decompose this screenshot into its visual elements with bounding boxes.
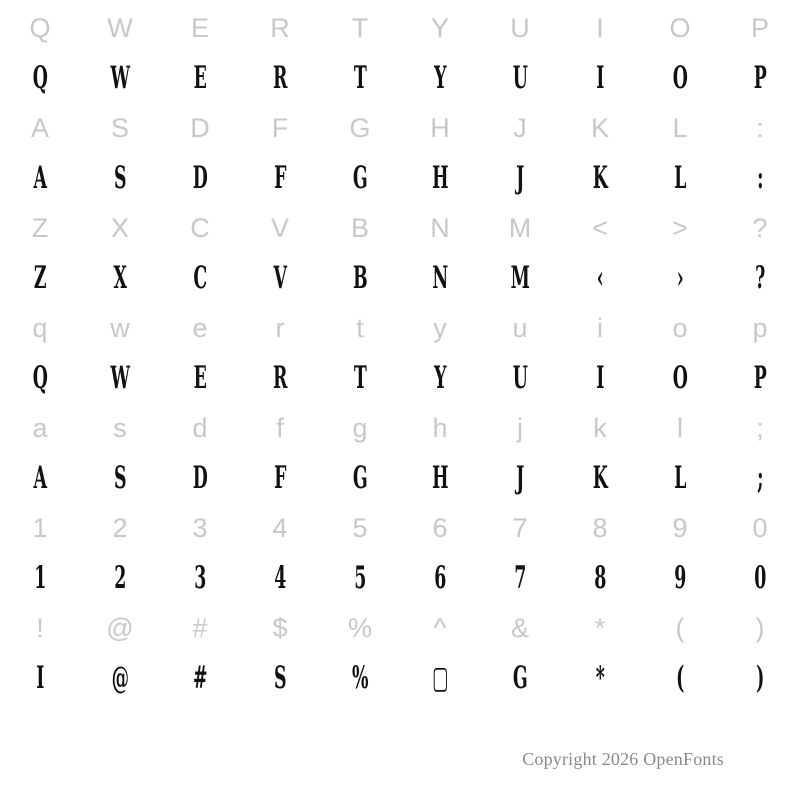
key-glyph: G (349, 113, 371, 143)
key-glyph: P (750, 13, 769, 43)
specimen-glyph: L (674, 460, 686, 496)
key-glyph: N (430, 213, 450, 243)
key-glyph: > (672, 213, 688, 243)
glyph-row-specimen (0, 252, 800, 304)
specimen-glyph: H (432, 460, 448, 496)
specimen-glyph: I (596, 60, 604, 96)
specimen-glyph: # (193, 660, 207, 696)
specimen-glyph: X (113, 260, 127, 296)
specimen-glyph: S (274, 660, 286, 696)
specimen-glyph: W (110, 360, 130, 396)
key-glyph: O (669, 13, 691, 43)
specimen-glyph: 3 (194, 560, 206, 596)
key-glyph: S (110, 113, 129, 143)
key-glyph: B (350, 213, 369, 243)
key-glyph: K (590, 113, 609, 143)
key-glyph: ; (756, 413, 764, 443)
key-glyph: W (107, 13, 133, 43)
key-glyph: # (192, 613, 208, 643)
glyph-row-specimen (0, 352, 800, 404)
specimen-glyph: › (676, 260, 684, 296)
key-glyph: : (756, 113, 764, 143)
specimen-glyph: ; (757, 460, 763, 496)
specimen-glyph: T (353, 60, 367, 96)
specimen-glyph: W (110, 60, 130, 96)
copyright-notice: Copyright 2026 OpenFonts (522, 749, 724, 769)
key-glyph: i (597, 313, 603, 343)
specimen-glyph: I (36, 660, 44, 696)
key-glyph: Q (29, 13, 51, 43)
key-glyph: A (30, 113, 49, 143)
specimen-glyph: D (192, 160, 208, 196)
specimen-glyph: ‹ (596, 260, 604, 296)
specimen-glyph: G (352, 160, 368, 196)
key-glyph: X (110, 213, 129, 243)
key-glyph: f (276, 413, 284, 443)
key-glyph: k (593, 413, 607, 443)
key-glyph: ) (755, 613, 765, 643)
specimen-glyph: M (510, 260, 530, 296)
specimen-glyph: U (512, 60, 528, 96)
key-glyph: l (677, 413, 683, 443)
key-glyph: L (672, 113, 688, 143)
key-glyph: w (110, 313, 130, 343)
key-glyph: & (510, 613, 529, 643)
specimen-glyph: D (192, 460, 208, 496)
specimen-glyph: 8 (594, 560, 606, 596)
key-glyph: t (356, 313, 364, 343)
glyph-row-key (0, 104, 800, 152)
specimen-glyph: R (273, 360, 287, 396)
glyph-row-key (0, 4, 800, 52)
key-glyph: 7 (512, 513, 528, 543)
specimen-glyph: A (33, 160, 47, 196)
key-glyph: j (517, 413, 523, 443)
specimen-glyph: J (516, 460, 524, 496)
specimen-glyph: F (274, 160, 286, 196)
glyph-row-specimen (0, 52, 800, 104)
specimen-glyph: 4 (274, 560, 286, 596)
key-glyph: d (192, 413, 208, 443)
glyph-row-specimen (0, 552, 800, 604)
specimen-glyph: 9 (674, 560, 686, 596)
specimen-glyph: Q (32, 360, 48, 396)
specimen-glyph: U (512, 360, 528, 396)
specimen-glyph: @ (111, 660, 129, 696)
key-glyph: R (270, 13, 290, 43)
key-glyph: g (352, 413, 368, 443)
key-glyph: u (512, 313, 528, 343)
glyph-row-specimen (0, 652, 800, 704)
specimen-glyph: E (193, 360, 207, 396)
specimen-glyph: C (193, 260, 207, 296)
specimen-glyph: 5 (354, 560, 366, 596)
key-glyph: J (513, 113, 527, 143)
key-glyph: Y (430, 13, 449, 43)
key-glyph: H (430, 113, 450, 143)
key-glyph: F (271, 113, 289, 143)
key-glyph: ( (675, 613, 685, 643)
key-glyph: e (192, 313, 208, 343)
specimen-glyph: K (592, 460, 608, 496)
specimen-glyph: Y (434, 360, 446, 396)
key-glyph: q (32, 313, 48, 343)
specimen-glyph: ( (676, 660, 684, 696)
key-glyph: 0 (752, 513, 768, 543)
specimen-glyph: ? (755, 260, 765, 296)
key-glyph: % (347, 613, 372, 643)
key-glyph: ^ (433, 613, 447, 643)
key-glyph: T (351, 13, 369, 43)
specimen-glyph: P (753, 60, 767, 96)
key-glyph: r (275, 313, 285, 343)
key-glyph: 9 (672, 513, 688, 543)
specimen-glyph: L (674, 160, 686, 196)
specimen-glyph: A (33, 460, 47, 496)
key-glyph: 2 (112, 513, 128, 543)
specimen-glyph: F (274, 460, 286, 496)
specimen-glyph: J (516, 160, 524, 196)
key-glyph: 1 (32, 513, 48, 543)
specimen-glyph: R (273, 60, 287, 96)
key-glyph: C (190, 213, 210, 243)
key-glyph: y (433, 313, 447, 343)
specimen-glyph: ) (756, 660, 764, 696)
specimen-glyph: B (352, 260, 368, 296)
specimen-glyph: S (114, 160, 126, 196)
key-glyph: o (672, 313, 688, 343)
glyph-row-specimen (0, 452, 800, 504)
key-glyph: ! (36, 613, 44, 643)
key-glyph: a (32, 413, 48, 443)
specimen-glyph: 6 (434, 560, 446, 596)
glyph-row-key (0, 504, 800, 552)
specimen-glyph: * (595, 660, 605, 696)
key-glyph: @ (106, 613, 134, 643)
specimen-glyph: V (273, 260, 287, 296)
specimen-glyph: O (672, 360, 688, 396)
key-glyph: 4 (272, 513, 288, 543)
key-glyph: s (113, 413, 127, 443)
key-glyph: 6 (432, 513, 448, 543)
specimen-glyph: Q (32, 60, 48, 96)
specimen-glyph: S (114, 460, 126, 496)
key-glyph: U (510, 13, 530, 43)
specimen-glyph: : (757, 160, 763, 196)
specimen-glyph: Z (33, 260, 47, 296)
specimen-glyph: Y (434, 60, 446, 96)
specimen-glyph: E (193, 60, 207, 96)
key-glyph: p (752, 313, 768, 343)
specimen-glyph: % (352, 660, 368, 696)
missing-glyph-box: ▢ (432, 660, 448, 696)
key-glyph: M (508, 213, 532, 243)
key-glyph: I (596, 13, 604, 43)
specimen-glyph: P (753, 360, 767, 396)
specimen-glyph: N (432, 260, 448, 296)
key-glyph: E (190, 13, 209, 43)
key-glyph: D (190, 113, 210, 143)
glyph-row-specimen (0, 152, 800, 204)
key-glyph: Z (31, 213, 49, 243)
key-glyph: < (592, 213, 608, 243)
key-glyph: 8 (592, 513, 608, 543)
key-glyph: h (432, 413, 448, 443)
key-glyph: * (594, 613, 606, 643)
glyph-row-key (0, 404, 800, 452)
specimen-glyph: 2 (114, 560, 126, 596)
glyph-row-key (0, 604, 800, 652)
glyph-row-key (0, 204, 800, 252)
specimen-glyph: 0 (754, 560, 766, 596)
specimen-glyph: I (596, 360, 604, 396)
key-glyph: 3 (192, 513, 208, 543)
key-glyph: ? (752, 213, 768, 243)
specimen-glyph: K (592, 160, 608, 196)
glyph-row-key (0, 304, 800, 352)
key-glyph: 5 (352, 513, 368, 543)
key-glyph: $ (272, 613, 288, 643)
specimen-glyph: H (432, 160, 448, 196)
key-glyph: V (270, 213, 289, 243)
specimen-glyph: 1 (34, 560, 46, 596)
specimen-glyph: T (353, 360, 367, 396)
specimen-glyph: G (512, 660, 528, 696)
specimen-glyph: O (672, 60, 688, 96)
specimen-glyph: G (352, 460, 368, 496)
specimen-glyph: 7 (514, 560, 526, 596)
